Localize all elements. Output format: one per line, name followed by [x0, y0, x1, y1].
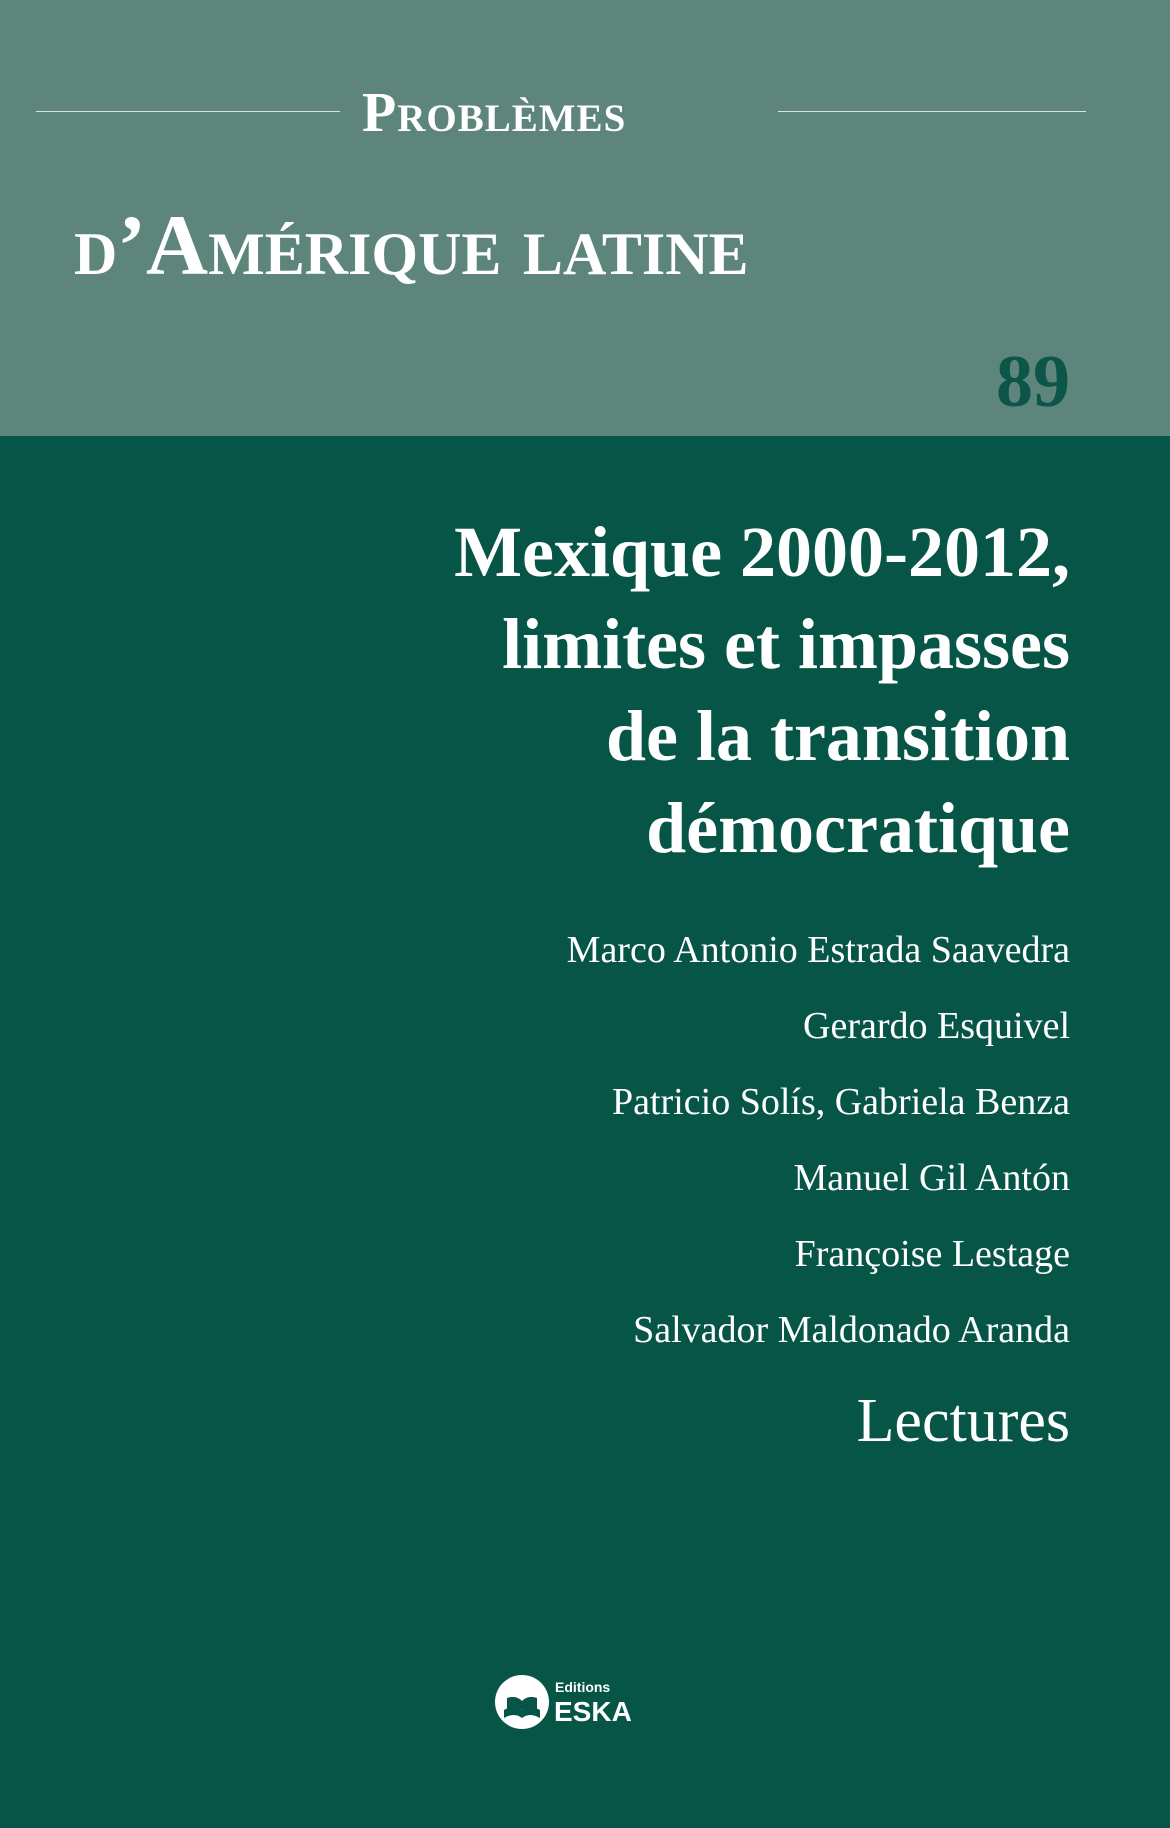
publisher-logo: [494, 1674, 644, 1738]
publisher-name: ESKA: [554, 1696, 632, 1727]
open-book-logo-icon: [494, 1674, 550, 1730]
issue-title-line: démocratique: [646, 788, 1070, 868]
author-name: Patricio Solís, Gabriela Benza: [612, 1081, 1070, 1123]
author-name: Gerardo Esquivel: [803, 1005, 1070, 1047]
issue-title-line: Mexique 2000-2012,: [454, 512, 1070, 592]
title-rule-right: [778, 111, 1086, 112]
author-name: Salvador Maldonado Aranda: [633, 1309, 1070, 1351]
issue-number: 89: [996, 341, 1070, 423]
author-name: Manuel Gil Antón: [793, 1157, 1070, 1199]
author-list: [270, 912, 1070, 1368]
issue-title-line: de la transition: [605, 696, 1070, 776]
journal-title-line-1: Problèmes: [362, 82, 627, 144]
cover-header-band: [0, 0, 1170, 436]
title-rule-left: [36, 111, 340, 112]
journal-title-line-2: d’Amérique latine: [74, 197, 749, 293]
issue-title-line: limites et impasses: [502, 604, 1070, 684]
issue-title: [170, 506, 1070, 874]
publisher-label: Editions: [555, 1679, 611, 1695]
author-name: Marco Antonio Estrada Saavedra: [566, 929, 1070, 971]
section-lectures: Lectures: [856, 1387, 1070, 1455]
author-name: Françoise Lestage: [794, 1233, 1070, 1275]
